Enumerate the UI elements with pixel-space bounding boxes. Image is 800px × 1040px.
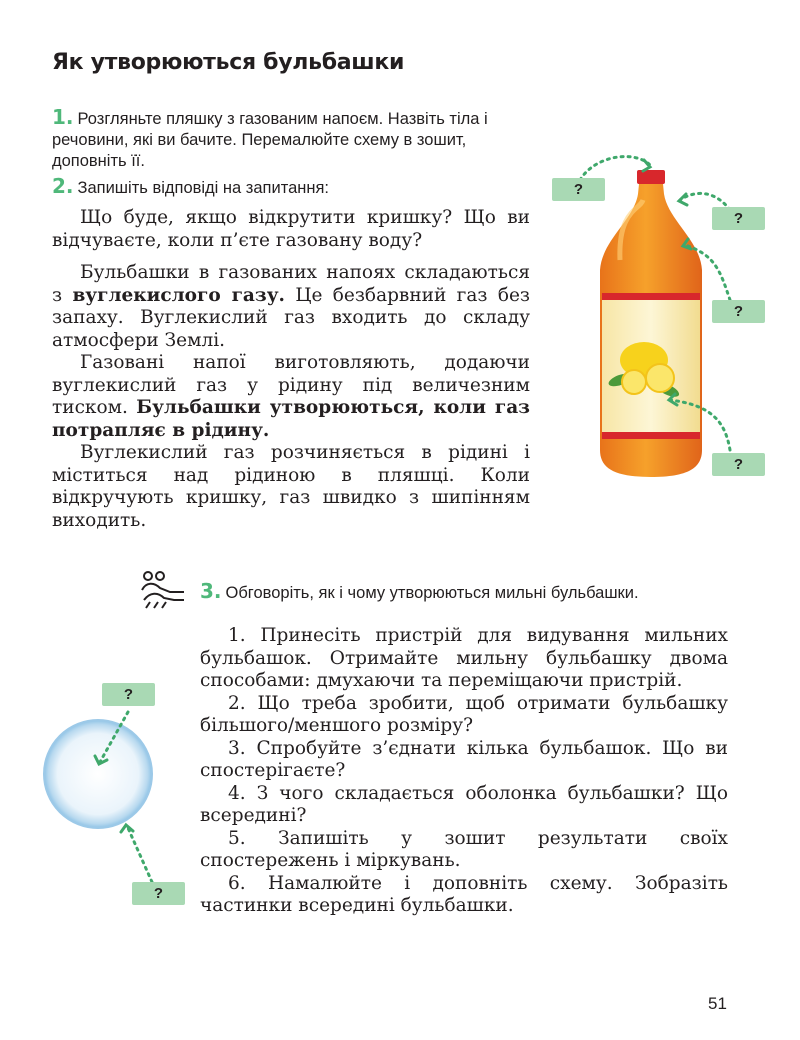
task-1: [52, 107, 532, 172]
bubble-label-shell: ?: [132, 882, 185, 905]
bottle-label-bubbles: ?: [712, 453, 765, 476]
page-number: 51: [708, 994, 727, 1013]
questions-paragraph: Що буде, якщо відкрутити кришку? Що ви відчуваєте, коли п’єте газовану воду?: [52, 207, 530, 251]
paragraph-2: Газовані напої виготовляють, додаючи вуглекислий газ у рідину під величезним тиском. Бульбашки утворюються, коли газ потрапляє в рідину.: [52, 352, 530, 441]
discuss-group-icon: [140, 570, 188, 610]
step-item: 2. Що треба зробити, щоб отримати бульбашку більшого/меншого розміру?: [200, 692, 728, 736]
task-1-number: 1.: [52, 105, 74, 129]
steps-list: [200, 625, 728, 918]
task-3-number: 3.: [200, 579, 222, 603]
task-3-text: Обговоріть, як і чому утворюються мильні бульбашки.: [225, 584, 639, 602]
paragraph-3: Вуглекислий газ розчиняється в рідині і міститься над рідиною в пляшці. Коли відкручують кришку, газ швидко з шипінням виходить.: [52, 442, 530, 531]
bubble-label-inside: ?: [102, 683, 155, 706]
main-text: [52, 207, 530, 532]
bottle-label-cap: ?: [552, 178, 605, 201]
task-2: [52, 176, 532, 199]
page-title: Як утворюються бульбашки: [52, 50, 405, 75]
soap-bubble-diagram: [40, 700, 180, 900]
step-item: 3. Спробуйте з’єднати кілька бульбашок. Що ви спостерігаєте?: [200, 737, 728, 781]
step-item: 6. Намалюйте і доповніть схему. Зобразіть частинки всередині бульбашки.: [200, 872, 728, 916]
step-item: 5. Запишіть у зошит результати своїх спостережень і міркувань.: [200, 827, 728, 871]
task-2-number: 2.: [52, 174, 74, 198]
task-2-text: Запишіть відповіді на запитання:: [77, 179, 329, 197]
step-item: 4. З чого складається оболонка бульбашки? Що всередині?: [200, 782, 728, 826]
task-3: [200, 581, 760, 604]
bubble-icon: [44, 720, 152, 828]
bottle-label-bottle: ?: [712, 207, 765, 230]
bottle-label-liquid: ?: [712, 300, 765, 323]
step-item: 1. Принесіть пристрій для видування мильних бульбашок. Отримайте мильну бульбашку двома способами: дмухаючи та переміщаючи пристрій.: [200, 625, 728, 691]
paragraph-1: Бульбашки в газованих напоях складаються з вуглекислого газу. Це безбарвний газ без запаху. Вуглекислий газ входить до складу атмосфери Землі.: [52, 262, 530, 351]
task-1-text: Розгляньте пляшку з газованим напоєм. Назвіть тіла і речовини, які ви бачите. Перемалюйте схему в зошит, доповніть її.: [52, 110, 488, 170]
bottle-icon: [600, 170, 702, 477]
